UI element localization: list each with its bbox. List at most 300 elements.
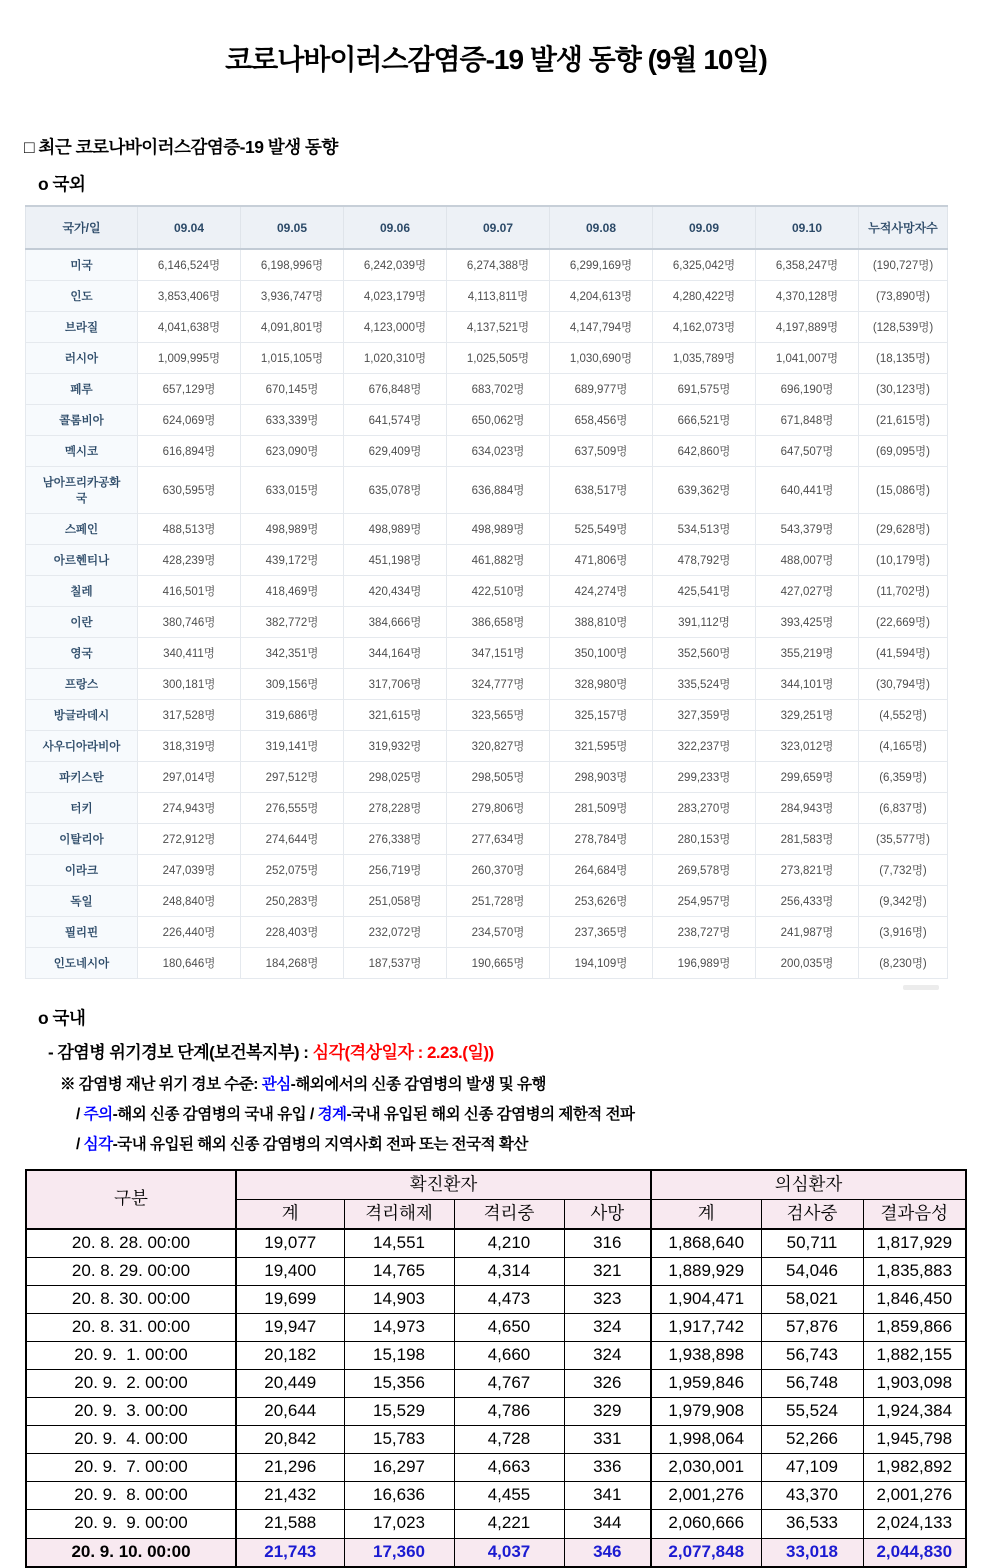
country-cell: 파키스탄 <box>26 762 138 793</box>
date-cell: 20. 9. 9. 00:00 <box>26 1510 236 1538</box>
value-cell: 498,989명 <box>447 514 550 545</box>
level-desc: -국내 유입된 해외 신종 감염병의 제한적 전파 <box>346 1106 635 1123</box>
date-cell: 20. 9. 1. 00:00 <box>26 1341 236 1369</box>
value-cell: 326 <box>564 1369 651 1397</box>
table-row <box>26 1538 966 1567</box>
value-cell: 439,172명 <box>241 545 344 576</box>
value-cell: 344 <box>564 1510 651 1538</box>
value-cell: 4,786 <box>454 1398 564 1426</box>
value-cell: (6,837명) <box>859 793 948 824</box>
value-cell: 17,360 <box>344 1538 454 1567</box>
value-cell: 498,989명 <box>344 514 447 545</box>
value-cell: (10,179명) <box>859 545 948 576</box>
table-row <box>26 1510 966 1538</box>
value-cell: 248,840명 <box>138 886 241 917</box>
value-cell: 323 <box>564 1285 651 1313</box>
value-cell: 21,743 <box>236 1538 344 1567</box>
value-cell: 184,268명 <box>241 948 344 979</box>
country-cell: 이라크 <box>26 855 138 886</box>
table-row <box>26 576 948 607</box>
value-cell: 6,299,169명 <box>550 249 653 281</box>
value-cell: 58,021 <box>761 1285 863 1313</box>
value-cell: 658,456명 <box>550 405 653 436</box>
column-header-deaths: 누적사망자수 <box>859 206 948 249</box>
country-cell: 사우디아라비아 <box>26 731 138 762</box>
value-cell: 543,379명 <box>756 514 859 545</box>
value-cell: 264,684명 <box>550 855 653 886</box>
table-row <box>26 762 948 793</box>
table-row <box>26 948 948 979</box>
value-cell: 14,973 <box>344 1313 454 1341</box>
value-cell: 350,100명 <box>550 638 653 669</box>
value-cell: 4,162,073명 <box>653 312 756 343</box>
value-cell: 388,810명 <box>550 607 653 638</box>
level-desc: -국내 유입된 해외 신종 감염병의 지역사회 전파 또는 전국적 확산 <box>112 1136 528 1153</box>
table-row <box>26 312 948 343</box>
domestic-table-body <box>26 1229 966 1567</box>
value-cell: 1,868,640 <box>651 1229 761 1258</box>
value-cell: 327,359명 <box>653 700 756 731</box>
value-cell: 298,903명 <box>550 762 653 793</box>
value-cell: 281,509명 <box>550 793 653 824</box>
value-cell: 344,101명 <box>756 669 859 700</box>
table-row <box>26 607 948 638</box>
value-cell: (15,086명) <box>859 467 948 514</box>
value-cell: 4,091,801명 <box>241 312 344 343</box>
value-cell: 1,924,384 <box>863 1398 966 1426</box>
value-cell: 36,533 <box>761 1510 863 1538</box>
overseas-table-body <box>26 249 948 979</box>
value-cell: 642,860명 <box>653 436 756 467</box>
table-row <box>26 1285 966 1313</box>
value-cell: 16,297 <box>344 1454 454 1482</box>
table-row <box>26 638 948 669</box>
value-cell: 324 <box>564 1341 651 1369</box>
value-cell: 1,030,690명 <box>550 343 653 374</box>
country-cell: 미국 <box>26 249 138 281</box>
value-cell: 321,615명 <box>344 700 447 731</box>
date-cell: 20. 9. 4. 00:00 <box>26 1426 236 1454</box>
value-cell: 616,894명 <box>138 436 241 467</box>
value-cell: 55,524 <box>761 1398 863 1426</box>
value-cell: 196,989명 <box>653 948 756 979</box>
country-cell: 아르헨티나 <box>26 545 138 576</box>
column-header-date: 09.09 <box>653 206 756 249</box>
value-cell: 393,425명 <box>756 607 859 638</box>
value-cell: 633,339명 <box>241 405 344 436</box>
value-cell: 194,109명 <box>550 948 653 979</box>
value-cell: 274,943명 <box>138 793 241 824</box>
value-cell: (9,342명) <box>859 886 948 917</box>
value-cell: 6,274,388명 <box>447 249 550 281</box>
value-cell: 689,977명 <box>550 374 653 405</box>
date-cell: 20. 8. 30. 00:00 <box>26 1285 236 1313</box>
value-cell: 451,198명 <box>344 545 447 576</box>
value-cell: 57,876 <box>761 1313 863 1341</box>
value-cell: 19,400 <box>236 1257 344 1285</box>
level-term: 관심 <box>261 1076 291 1093</box>
value-cell: 635,078명 <box>344 467 447 514</box>
table-row <box>26 514 948 545</box>
value-cell: 1,020,310명 <box>344 343 447 374</box>
value-cell: 19,699 <box>236 1285 344 1313</box>
slash: / <box>76 1106 84 1123</box>
value-cell: 17,023 <box>344 1510 454 1538</box>
overseas-section-label: o 국외 <box>38 174 86 194</box>
value-cell: (8,230명) <box>859 948 948 979</box>
value-cell: 321 <box>564 1257 651 1285</box>
value-cell: 273,821명 <box>756 855 859 886</box>
value-cell: (6,359명) <box>859 762 948 793</box>
value-cell: 2,030,001 <box>651 1454 761 1482</box>
value-cell: 54,046 <box>761 1257 863 1285</box>
value-cell: 633,015명 <box>241 467 344 514</box>
country-cell: 방글라데시 <box>26 700 138 731</box>
value-cell: 180,646명 <box>138 948 241 979</box>
table-row <box>26 545 948 576</box>
value-cell: 237,365명 <box>550 917 653 948</box>
value-cell: 641,574명 <box>344 405 447 436</box>
value-cell: 321,595명 <box>550 731 653 762</box>
value-cell: 281,583명 <box>756 824 859 855</box>
value-cell: 382,772명 <box>241 607 344 638</box>
value-cell: 14,551 <box>344 1229 454 1258</box>
country-cell: 스페인 <box>26 514 138 545</box>
value-cell: 247,039명 <box>138 855 241 886</box>
value-cell: 1,835,883 <box>863 1257 966 1285</box>
value-cell: 252,075명 <box>241 855 344 886</box>
value-cell: 2,060,666 <box>651 1510 761 1538</box>
value-cell: 623,090명 <box>241 436 344 467</box>
value-cell: 650,062명 <box>447 405 550 436</box>
value-cell: 20,449 <box>236 1369 344 1397</box>
value-cell: 624,069명 <box>138 405 241 436</box>
level-term: 주의 <box>83 1106 113 1123</box>
value-cell: 346 <box>564 1538 651 1567</box>
value-cell: (21,615명) <box>859 405 948 436</box>
alert-level-line <box>48 1038 992 1063</box>
date-cell: 20. 8. 28. 00:00 <box>26 1229 236 1258</box>
value-cell: 629,409명 <box>344 436 447 467</box>
table-row <box>26 1369 966 1397</box>
country-cell: 이란 <box>26 607 138 638</box>
table-row <box>26 374 948 405</box>
value-cell: 319,932명 <box>344 731 447 762</box>
value-cell: 298,505명 <box>447 762 550 793</box>
value-cell: (35,577명) <box>859 824 948 855</box>
value-cell: 683,702명 <box>447 374 550 405</box>
overseas-table-header-row <box>26 206 948 249</box>
value-cell: 3,853,406명 <box>138 281 241 312</box>
value-cell: 696,190명 <box>756 374 859 405</box>
value-cell: 232,072명 <box>344 917 447 948</box>
country-cell: 칠레 <box>26 576 138 607</box>
value-cell: 251,728명 <box>447 886 550 917</box>
value-cell: 4,204,613명 <box>550 281 653 312</box>
value-cell: 4,147,794명 <box>550 312 653 343</box>
value-cell: 488,007명 <box>756 545 859 576</box>
value-cell: 1,982,892 <box>863 1454 966 1482</box>
value-cell: (41,594명) <box>859 638 948 669</box>
value-cell: 277,634명 <box>447 824 550 855</box>
country-cell: 남아프리카공화국 <box>26 467 138 514</box>
value-cell: 488,513명 <box>138 514 241 545</box>
country-cell: 영국 <box>26 638 138 669</box>
value-cell: 4,660 <box>454 1341 564 1369</box>
value-cell: 19,077 <box>236 1229 344 1258</box>
value-cell: 21,588 <box>236 1510 344 1538</box>
date-cell: 20. 9. 3. 00:00 <box>26 1398 236 1426</box>
value-cell: (128,539명) <box>859 312 948 343</box>
value-cell: 280,153명 <box>653 824 756 855</box>
column-header-released: 격리해제 <box>344 1199 454 1228</box>
country-cell: 콜롬비아 <box>26 405 138 436</box>
country-cell: 이탈리아 <box>26 824 138 855</box>
value-cell: 4,370,128명 <box>756 281 859 312</box>
value-cell: 324 <box>564 1313 651 1341</box>
value-cell: 1,904,471 <box>651 1285 761 1313</box>
value-cell: 6,358,247명 <box>756 249 859 281</box>
country-cell: 터키 <box>26 793 138 824</box>
value-cell: 331 <box>564 1426 651 1454</box>
value-cell: 336 <box>564 1454 651 1482</box>
column-header-country: 국가/일 <box>26 206 138 249</box>
value-cell: 1,009,995명 <box>138 343 241 374</box>
value-cell: 478,792명 <box>653 545 756 576</box>
value-cell: 424,274명 <box>550 576 653 607</box>
table-row <box>26 249 948 281</box>
table-row <box>26 436 948 467</box>
value-cell: 340,411명 <box>138 638 241 669</box>
date-cell: 20. 9. 10. 00:00 <box>26 1538 236 1567</box>
group-header-suspected: 의심환자 <box>651 1170 966 1199</box>
column-header-date: 09.07 <box>447 206 550 249</box>
value-cell: 4,455 <box>454 1482 564 1510</box>
value-cell: 1,041,007명 <box>756 343 859 374</box>
country-cell: 필리핀 <box>26 917 138 948</box>
table-row <box>26 855 948 886</box>
alert-label: - 감염병 위기경보 단계(보건복지부) : <box>48 1043 313 1062</box>
value-cell: 15,529 <box>344 1398 454 1426</box>
table-row <box>26 405 948 436</box>
column-header-deaths: 사망 <box>564 1199 651 1228</box>
value-cell: 276,555명 <box>241 793 344 824</box>
value-cell: 344,164명 <box>344 638 447 669</box>
value-cell: 386,658명 <box>447 607 550 638</box>
value-cell: 52,266 <box>761 1426 863 1454</box>
value-cell: 256,719명 <box>344 855 447 886</box>
column-header-category: 구분 <box>26 1170 236 1229</box>
value-cell: 1,889,929 <box>651 1257 761 1285</box>
value-cell: 15,783 <box>344 1426 454 1454</box>
value-cell: 283,270명 <box>653 793 756 824</box>
slash: / <box>76 1136 84 1153</box>
value-cell: (29,628명) <box>859 514 948 545</box>
value-cell: 640,441명 <box>756 467 859 514</box>
level-desc: -해외 신종 감염병의 국내 유입 / <box>112 1106 318 1123</box>
value-cell: 1,882,155 <box>863 1341 966 1369</box>
value-cell: 1,938,898 <box>651 1341 761 1369</box>
value-cell: 4,221 <box>454 1510 564 1538</box>
value-cell: 43,370 <box>761 1482 863 1510</box>
value-cell: 420,434명 <box>344 576 447 607</box>
value-cell: (73,890명) <box>859 281 948 312</box>
value-cell: 461,882명 <box>447 545 550 576</box>
value-cell: 276,338명 <box>344 824 447 855</box>
value-cell: 323,012명 <box>756 731 859 762</box>
value-cell: 47,109 <box>761 1454 863 1482</box>
value-cell: 425,541명 <box>653 576 756 607</box>
value-cell: 256,433명 <box>756 886 859 917</box>
date-cell: 20. 9. 2. 00:00 <box>26 1369 236 1397</box>
value-cell: 428,239명 <box>138 545 241 576</box>
value-cell: 21,296 <box>236 1454 344 1482</box>
value-cell: 319,141명 <box>241 731 344 762</box>
value-cell: (190,727명) <box>859 249 948 281</box>
date-cell: 20. 9. 7. 00:00 <box>26 1454 236 1482</box>
value-cell: (30,123명) <box>859 374 948 405</box>
value-cell: 278,228명 <box>344 793 447 824</box>
column-header-date: 09.10 <box>756 206 859 249</box>
value-cell: 2,077,848 <box>651 1538 761 1567</box>
table-row <box>26 824 948 855</box>
value-cell: 1,917,742 <box>651 1313 761 1341</box>
value-cell: 4,023,179명 <box>344 281 447 312</box>
table-row <box>26 793 948 824</box>
value-cell: 14,765 <box>344 1257 454 1285</box>
value-cell: 1,015,105명 <box>241 343 344 374</box>
value-cell: 20,182 <box>236 1341 344 1369</box>
value-cell: 15,198 <box>344 1341 454 1369</box>
value-cell: 4,650 <box>454 1313 564 1341</box>
value-cell: (69,095명) <box>859 436 948 467</box>
domestic-section-label: o 국내 <box>38 1008 86 1028</box>
value-cell: 4,037 <box>454 1538 564 1567</box>
value-cell: 4,041,638명 <box>138 312 241 343</box>
value-cell: 297,014명 <box>138 762 241 793</box>
value-cell: 274,644명 <box>241 824 344 855</box>
value-cell: 200,035명 <box>756 948 859 979</box>
value-cell: 630,595명 <box>138 467 241 514</box>
value-cell: 238,727명 <box>653 917 756 948</box>
value-cell: 4,663 <box>454 1454 564 1482</box>
value-cell: 3,936,747명 <box>241 281 344 312</box>
domestic-table <box>25 1169 967 1568</box>
value-cell: 226,440명 <box>138 917 241 948</box>
column-header-date: 09.08 <box>550 206 653 249</box>
value-cell: 418,469명 <box>241 576 344 607</box>
value-cell: 391,112명 <box>653 607 756 638</box>
value-cell: 19,947 <box>236 1313 344 1341</box>
value-cell: 2,001,276 <box>651 1482 761 1510</box>
value-cell: 4,767 <box>454 1369 564 1397</box>
value-cell: 4,728 <box>454 1426 564 1454</box>
value-cell: 234,570명 <box>447 917 550 948</box>
value-cell: 341 <box>564 1482 651 1510</box>
column-header-total: 계 <box>236 1199 344 1228</box>
value-cell: 253,626명 <box>550 886 653 917</box>
alert-note-line-1 <box>60 1072 992 1094</box>
value-cell: 1,945,798 <box>863 1426 966 1454</box>
value-cell: 187,537명 <box>344 948 447 979</box>
table-row <box>26 1398 966 1426</box>
value-cell: 323,565명 <box>447 700 550 731</box>
value-cell: 20,644 <box>236 1398 344 1426</box>
value-cell: 6,146,524명 <box>138 249 241 281</box>
column-header-testing: 검사중 <box>761 1199 863 1228</box>
value-cell: 329 <box>564 1398 651 1426</box>
value-cell: 241,987명 <box>756 917 859 948</box>
value-cell: 56,748 <box>761 1369 863 1397</box>
value-cell: 352,560명 <box>653 638 756 669</box>
value-cell: (22,669명) <box>859 607 948 638</box>
value-cell: 422,510명 <box>447 576 550 607</box>
value-cell: 4,113,811명 <box>447 281 550 312</box>
table-row <box>26 1454 966 1482</box>
value-cell: 1,859,866 <box>863 1313 966 1341</box>
table-row <box>26 1257 966 1285</box>
table-row <box>26 917 948 948</box>
value-cell: 384,666명 <box>344 607 447 638</box>
horizontal-scrollbar-thumb[interactable] <box>903 985 939 990</box>
column-header-date: 09.06 <box>344 206 447 249</box>
country-cell: 멕시코 <box>26 436 138 467</box>
value-cell: 347,151명 <box>447 638 550 669</box>
value-cell: 342,351명 <box>241 638 344 669</box>
date-cell: 20. 8. 31. 00:00 <box>26 1313 236 1341</box>
country-cell: 프랑스 <box>26 669 138 700</box>
value-cell: 2,024,133 <box>863 1510 966 1538</box>
value-cell: 1,817,929 <box>863 1229 966 1258</box>
value-cell: 4,210 <box>454 1229 564 1258</box>
value-cell: 2,044,830 <box>863 1538 966 1567</box>
value-cell: 1,959,846 <box>651 1369 761 1397</box>
value-cell: 15,356 <box>344 1369 454 1397</box>
value-cell: 14,903 <box>344 1285 454 1313</box>
recent-trend-heading: □ 최근 코로나바이러스감염증-19 발생 동향 <box>24 137 338 157</box>
value-cell: 4,123,000명 <box>344 312 447 343</box>
value-cell: (30,794명) <box>859 669 948 700</box>
date-cell: 20. 8. 29. 00:00 <box>26 1257 236 1285</box>
value-cell: (4,552명) <box>859 700 948 731</box>
value-cell: 637,509명 <box>550 436 653 467</box>
alert-level-value: 심각(격상일자 : 2.23.(일)) <box>312 1043 494 1062</box>
alert-note-line-2 <box>76 1102 992 1124</box>
value-cell: 647,507명 <box>756 436 859 467</box>
value-cell: 6,198,996명 <box>241 249 344 281</box>
country-cell: 러시아 <box>26 343 138 374</box>
domestic-table-group-header-row <box>26 1170 966 1199</box>
level-term: 경계 <box>317 1106 347 1123</box>
table-row <box>26 886 948 917</box>
value-cell: 1,846,450 <box>863 1285 966 1313</box>
date-cell: 20. 9. 8. 00:00 <box>26 1482 236 1510</box>
column-header-date: 09.05 <box>241 206 344 249</box>
value-cell: 320,827명 <box>447 731 550 762</box>
value-cell: 2,001,276 <box>863 1482 966 1510</box>
table-row <box>26 1313 966 1341</box>
value-cell: 279,806명 <box>447 793 550 824</box>
value-cell: 278,784명 <box>550 824 653 855</box>
overseas-table <box>25 205 948 979</box>
value-cell: 6,242,039명 <box>344 249 447 281</box>
value-cell: 427,027명 <box>756 576 859 607</box>
value-cell: 300,181명 <box>138 669 241 700</box>
value-cell: 325,157명 <box>550 700 653 731</box>
value-cell: 297,512명 <box>241 762 344 793</box>
value-cell: 4,280,422명 <box>653 281 756 312</box>
value-cell: 254,957명 <box>653 886 756 917</box>
